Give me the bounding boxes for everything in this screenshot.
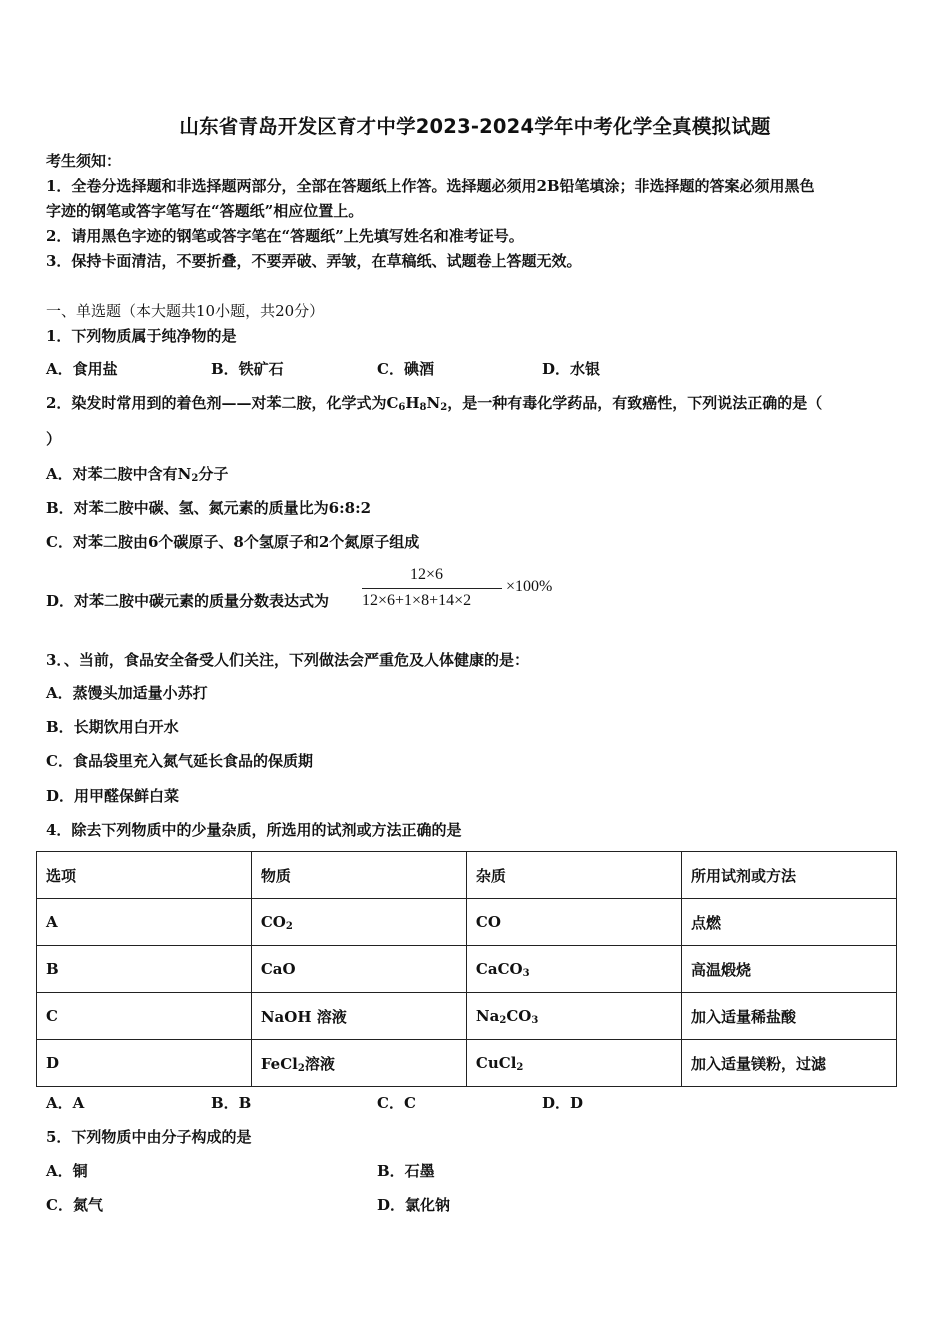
question-1-stem: 1．下列物质属于纯净物的是 [46,327,237,345]
q4-option-d: D．D [542,1094,584,1112]
q5-option-b: B．石墨 [377,1162,435,1180]
table-cell-substance: CaO [251,946,466,993]
notice-item: 1．全卷分选择题和非选择题两部分，全部在答题纸上作答。选择题必须用2B铅笔填涂；非选择题的答案必须用黑色 [46,177,815,195]
notice-item: 3．保持卡面清洁，不要折叠，不要弄破、弄皱，在草稿纸、试题卷上答题无效。 [46,252,582,270]
q2-option-d: D．对苯二胺中碳元素的质量分数表达式为 [46,592,330,610]
table-cell-impurity: CO [466,899,681,946]
section-heading: 一、单选题（本大题共10小题，共20分） [46,302,325,320]
q5-option-d: D．氯化钠 [377,1196,451,1214]
table-cell-substance: $CO_2$ [251,899,466,946]
question-4-stem: 4．除去下列物质中的少量杂质，所选用的试剂或方法正确的是 [46,821,462,839]
q1-option-a: A．食用盐 [46,360,118,378]
table-cell-option: A [37,899,252,946]
table-header: 选项 [37,852,252,899]
q3-option-d: D．用甲醛保鲜白菜 [46,787,180,805]
q4-option-c: C．C [377,1094,416,1112]
q1-option-b: B．铁矿石 [211,360,284,378]
table-cell-option: D [37,1040,252,1087]
question-5-stem: 5．下列物质中由分子构成的是 [46,1128,252,1146]
notice-heading: 考生须知： [46,152,122,170]
table-cell-method: 点燃 [682,899,897,946]
q5-option-a: A．铜 [46,1162,88,1180]
table-row [37,1040,897,1087]
table-row [37,899,897,946]
table-cell-impurity: CuCl$_2$ [466,1040,681,1087]
table-header-row [37,852,897,899]
q3-option-a: A．蒸馒头加适量小苏打 [46,684,208,702]
fraction-denominator: 12×6+1×8+14×2 [362,592,472,609]
table-row [37,993,897,1040]
q4-option-a: A．A [46,1094,85,1112]
table-cell-option: C [37,993,252,1040]
q1-option-c: C．碘酒 [377,360,434,378]
q2-option-b: B．对苯二胺中碳、氢、氮元素的质量比为6:8:2 [46,499,372,517]
table-header: 物质 [251,852,466,899]
table-cell-impurity: $Na_2CO_3$ [466,993,681,1040]
table-header: 杂质 [466,852,681,899]
table-cell-option: B [37,946,252,993]
table-row [37,946,897,993]
table-cell-method: 加入适量稀盐酸 [682,993,897,1040]
table-cell-method: 加入适量镁粉，过滤 [682,1040,897,1087]
table-cell-substance: NaOH 溶液 [251,993,466,1040]
fraction-bar [362,588,502,589]
notice-item: 2．请用黑色字迹的钢笔或答字笔在“答题纸”上先填写姓名和准考证号。 [46,227,524,245]
page-title: 山东省青岛开发区育才中学2023-2024学年中考化学全真模拟试题 [179,115,771,138]
q3-option-c: C．食品袋里充入氮气延长食品的保质期 [46,752,313,770]
q2-option-c: C．对苯二胺由6个碳原子、8个氢原子和2个氮原子组成 [46,533,420,551]
q5-option-c: C．氮气 [46,1196,103,1214]
table-cell-impurity: CaCO$_3$ [466,946,681,993]
fraction-numerator: 12×6 [410,566,444,583]
fraction-multiplier: ×100% [506,578,553,595]
notice-item: 字迹的钢笔或答字笔写在“答题纸”相应位置上。 [46,202,364,220]
question-3-stem: 3．、当前，食品安全备受人们关注，下列做法会严重危及人体健康的是： [46,651,529,669]
impurity-table [36,851,897,1087]
table-header: 所用试剂或方法 [682,852,897,899]
question-2-stem: 2．染发时常用到的着色剂——对苯二胺，化学式为$C_6H_8N_2$，是一种有毒化学药品，有致癌性，下列说法正确的是（ [46,394,823,413]
q2-option-a: A．对苯二胺中含有$N_2$分子 [46,465,229,484]
q4-option-b: B．B [211,1094,252,1112]
q1-option-d: D．水银 [542,360,601,378]
table-cell-method: 高温煅烧 [682,946,897,993]
question-2-stem-close: ） [46,430,62,448]
table-cell-substance: FeCl$_2$溶液 [251,1040,466,1087]
q3-option-b: B．长期饮用白开水 [46,718,179,736]
